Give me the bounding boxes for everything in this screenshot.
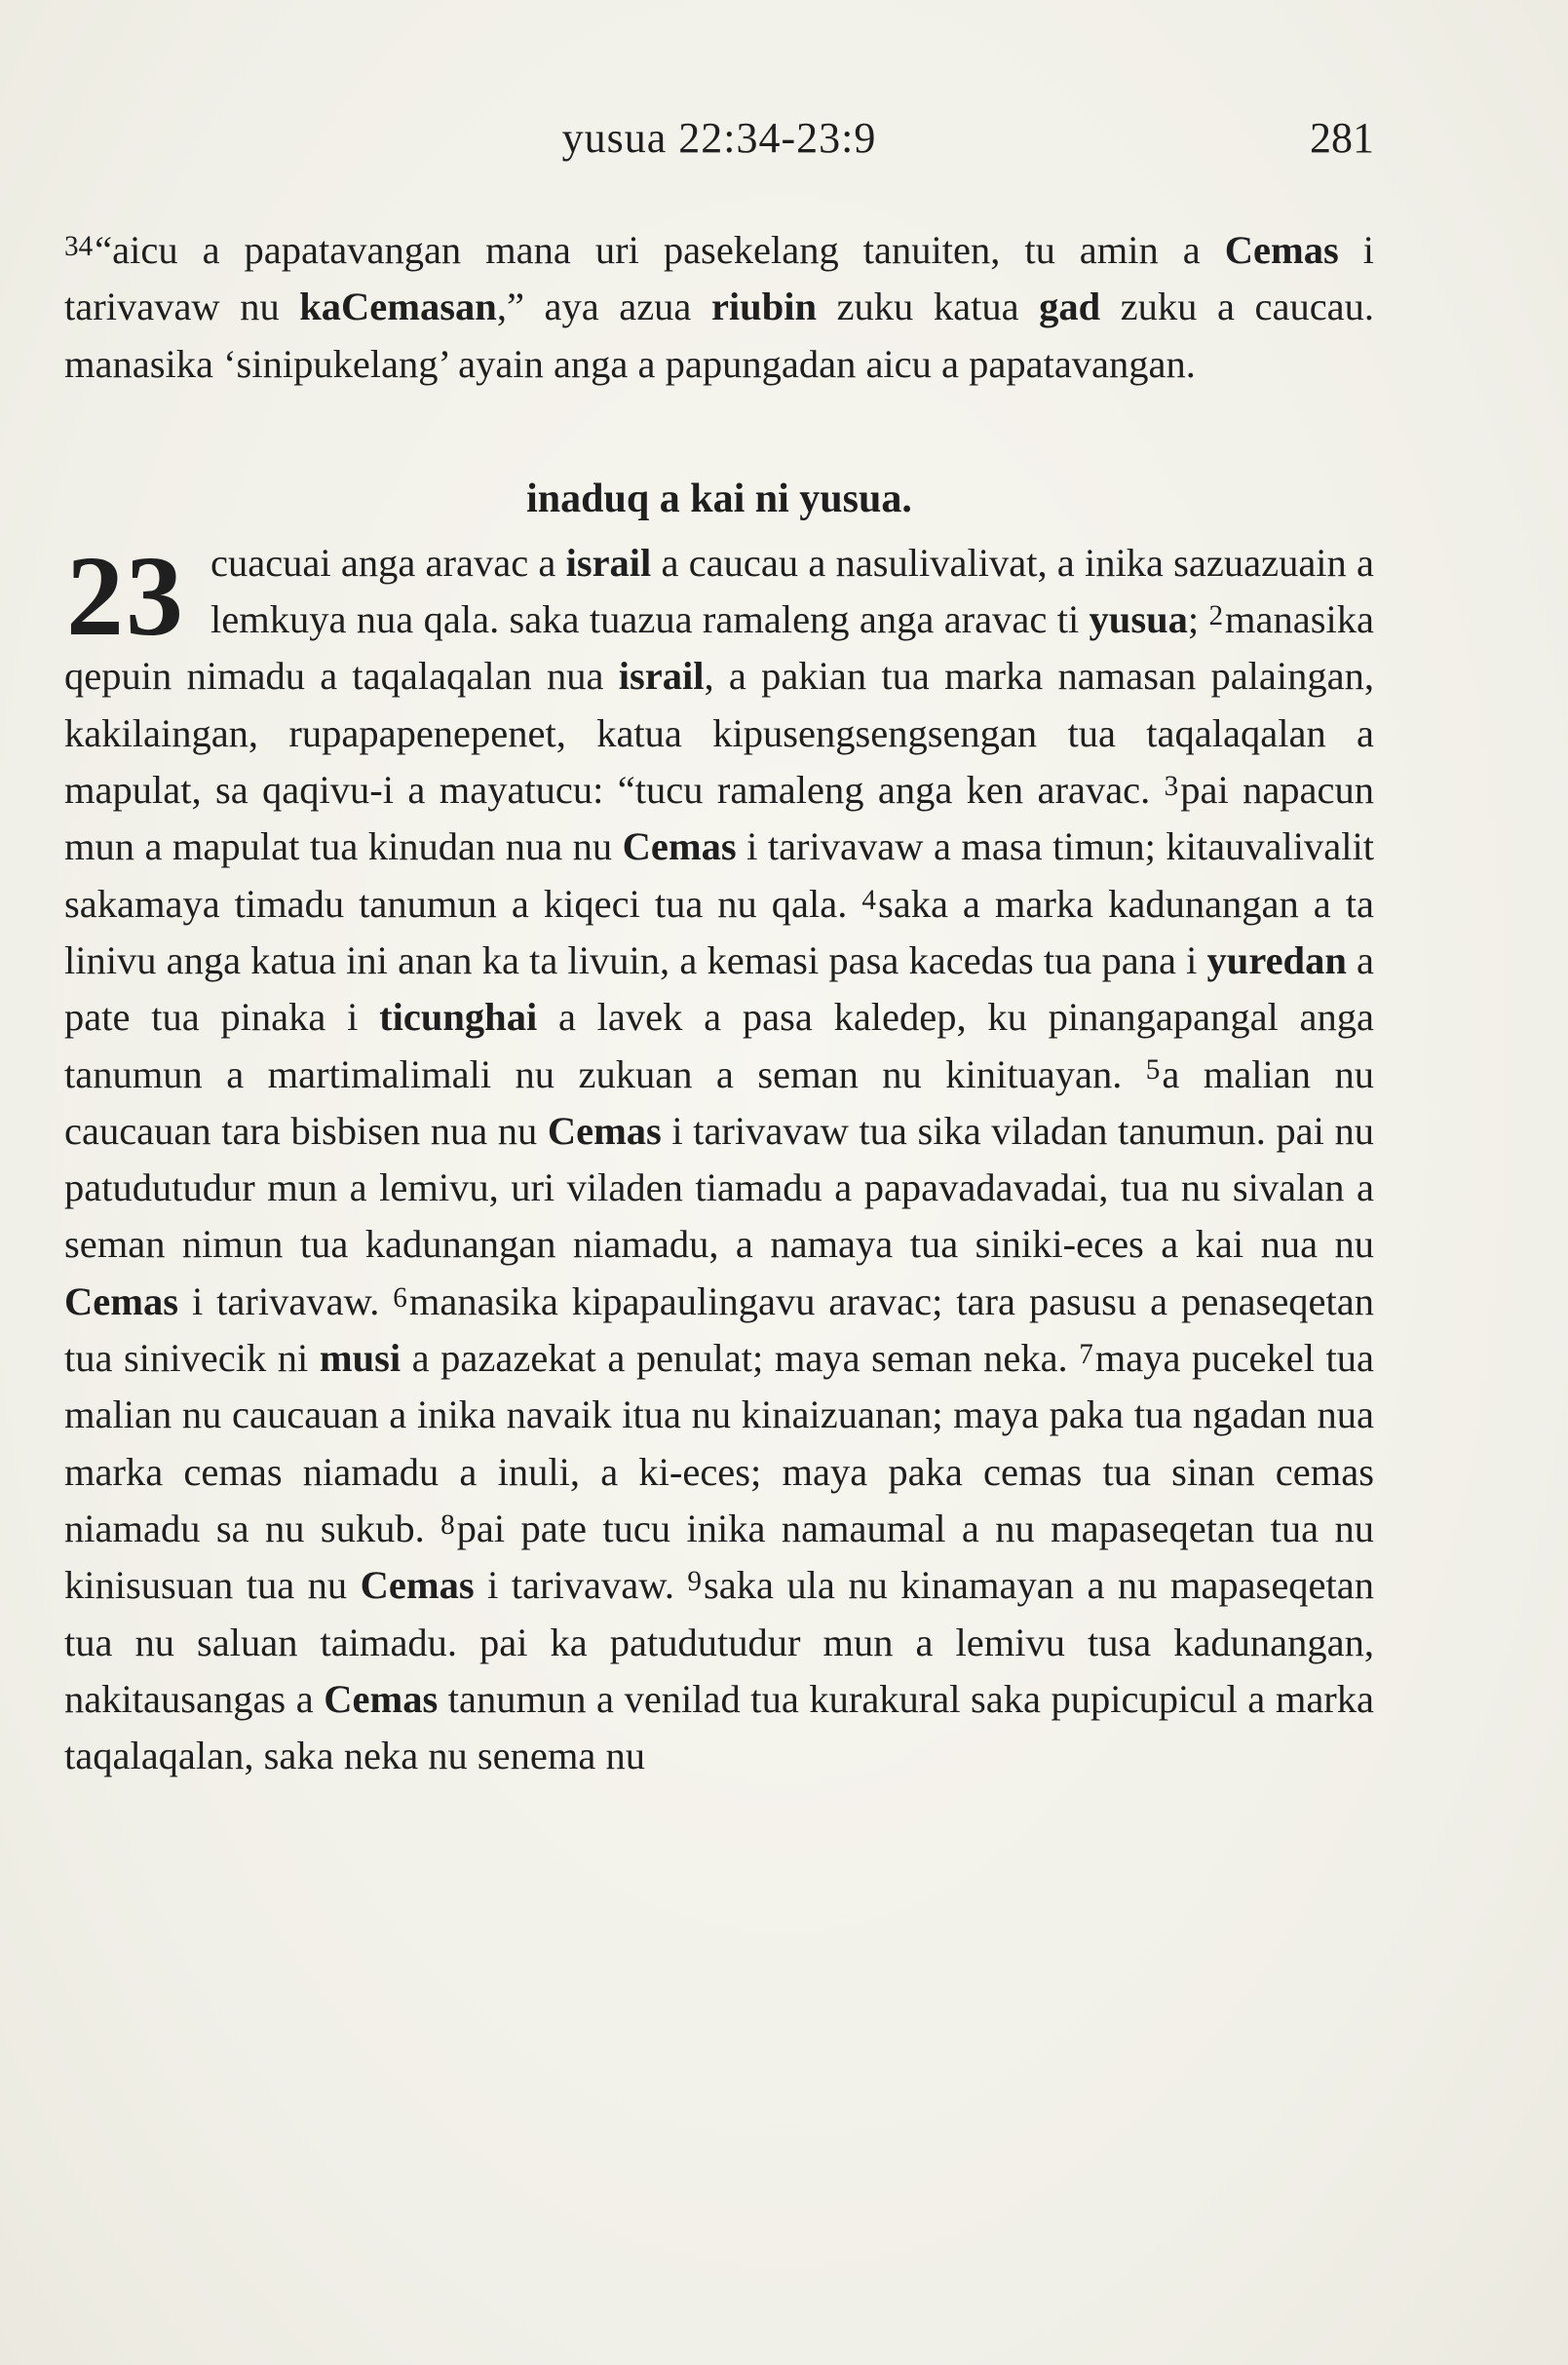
verse-number: 5 xyxy=(1145,1054,1161,1087)
verse-number: 9 xyxy=(687,1566,702,1598)
bold-term: kaCemasan xyxy=(299,285,497,329)
bold-term: israil xyxy=(565,540,652,585)
verse-text: i tarivavaw nu xyxy=(64,228,1374,329)
bold-term: Cemas xyxy=(547,1108,662,1153)
bold-term: yuredan xyxy=(1206,937,1347,982)
verse-text: zuku katua xyxy=(817,285,1040,329)
bold-term: gad xyxy=(1039,285,1101,329)
section-heading: inaduq a kai ni yusua. xyxy=(526,476,912,521)
verse-number: 8 xyxy=(440,1508,455,1541)
verse-text: ,” aya azua xyxy=(496,285,711,329)
verse-text: a malian nu caucauan tara bisbisen nua nu xyxy=(64,1051,1374,1153)
verse-text: “aicu a papatavangan mana uri pasekelang tanuiten, tu amin a xyxy=(95,228,1225,272)
verse-text: a lavek a pasa kaledep, ku pinangapangal anga tanumun a martimalimali nu zukuan a seman nu kinituayan. xyxy=(64,995,1374,1096)
body-text xyxy=(64,222,1374,1784)
page-header xyxy=(64,113,1374,172)
verse-text: , a pakian tua marka namasan palaingan, kakilaingan, rupapapenepenet, katua kipusengsengsengan tua taqalaqalan a mapulat, sa qaqivu-i a mayatucu: “tucu ramaleng anga ken aravac. xyxy=(64,654,1375,813)
bold-term: Cemas xyxy=(1224,228,1339,272)
bold-term: ticunghai xyxy=(379,995,538,1040)
bold-term: israil xyxy=(618,654,705,699)
verse-text: i tarivavaw. xyxy=(177,1278,394,1323)
verse-text: a pate tua pinaka i xyxy=(64,937,1374,1040)
verse-number: 2 xyxy=(1208,600,1224,632)
verse-text: pai pate tucu inika namaumal a nu mapaseqetan tua nu kinisusuan tua nu xyxy=(64,1506,1374,1608)
bold-term: Cemas xyxy=(360,1563,475,1608)
verse-number: 4 xyxy=(861,884,876,916)
verse-number: 6 xyxy=(393,1281,407,1314)
verse-text: ; xyxy=(1187,597,1209,642)
chapter-number: 23 xyxy=(66,531,185,660)
verse-text: saka a marka kadunangan a ta linivu anga katua ini anan ka ta livuin, a kemasi pasa kacedas tua pana i xyxy=(64,881,1374,982)
bold-term: riubin xyxy=(710,285,818,329)
bold-term: Cemas xyxy=(622,824,737,869)
verse-text: saka ula nu kinamayan a nu mapaseqetan tua nu saluan taimadu. pai ka patudutudur mun a lemivu tusa kadunangan, nakitausangas a xyxy=(64,1563,1374,1721)
page-number: 281 xyxy=(1310,114,1374,162)
chapter-23-paragraph xyxy=(64,531,1375,1785)
bold-term: Cemas xyxy=(324,1676,439,1721)
verse-text: manasika kipapaulingavu aravac; tara pasusu a penaseqetan tua sinivecik ni xyxy=(64,1278,1374,1381)
running-head: yusua 22:34-23:9 xyxy=(561,114,877,162)
verse-text: manasika qepuin nimadu a taqalaqalan nua xyxy=(64,597,1374,699)
verse-number: 7 xyxy=(1079,1338,1093,1370)
verse-text: a caucau a nasulivalivat, a inika sazuazuain a lemkuya nua qala. saka tuazua ramaleng anga aravac ti xyxy=(210,540,1374,642)
bold-term: Cemas xyxy=(64,1278,178,1323)
verse-text: tanumun a venilad tua kurakural saka pupicupicul a marka taqalaqalan, saka neka nu senema nu xyxy=(64,1676,1375,1778)
bold-term: yusua xyxy=(1089,597,1188,642)
verse-text: pai napacun mun a mapulat tua kinudan nua nu xyxy=(64,768,1375,869)
verse-text: maya pucekel tua malian nu caucauan a inika navaik itua nu kinaizuanan; maya paka tua ngadan nua marka cemas niamadu a inuli, a ki-eces; maya paka cemas tua sinan cemas niamadu sa nu sukub. xyxy=(64,1336,1374,1550)
verse-number: 3 xyxy=(1164,770,1179,802)
verse-text: i tarivavaw tua sika viladan tanumun. pai nu patudutudur mun a lemivu, uri viladen tiamadu a papavadavadai, tua nu sivalan a seman nimun tua kadunangan niamadu, a namaya tua siniki-eces a kai nua nu xyxy=(64,1108,1374,1267)
verse-text: i tarivavaw. xyxy=(474,1563,688,1608)
verse-number: 34 xyxy=(64,230,94,262)
verse-text: a pazazekat a penulat; maya seman neka. xyxy=(401,1336,1080,1381)
verse-text: zuku a caucau. manasika ‘sinipukelang’ ayain anga a papungadan aicu a papatavangan. xyxy=(64,285,1375,386)
verse-text: cuacuai anga aravac a xyxy=(210,540,566,585)
bold-term: musi xyxy=(319,1336,402,1381)
verse-34-paragraph xyxy=(64,222,1374,393)
verse-text: i tarivavaw a masa timun; kitauvalivalit sakamaya timadu tanumun a kiqeci tua nu qala. xyxy=(64,824,1375,926)
